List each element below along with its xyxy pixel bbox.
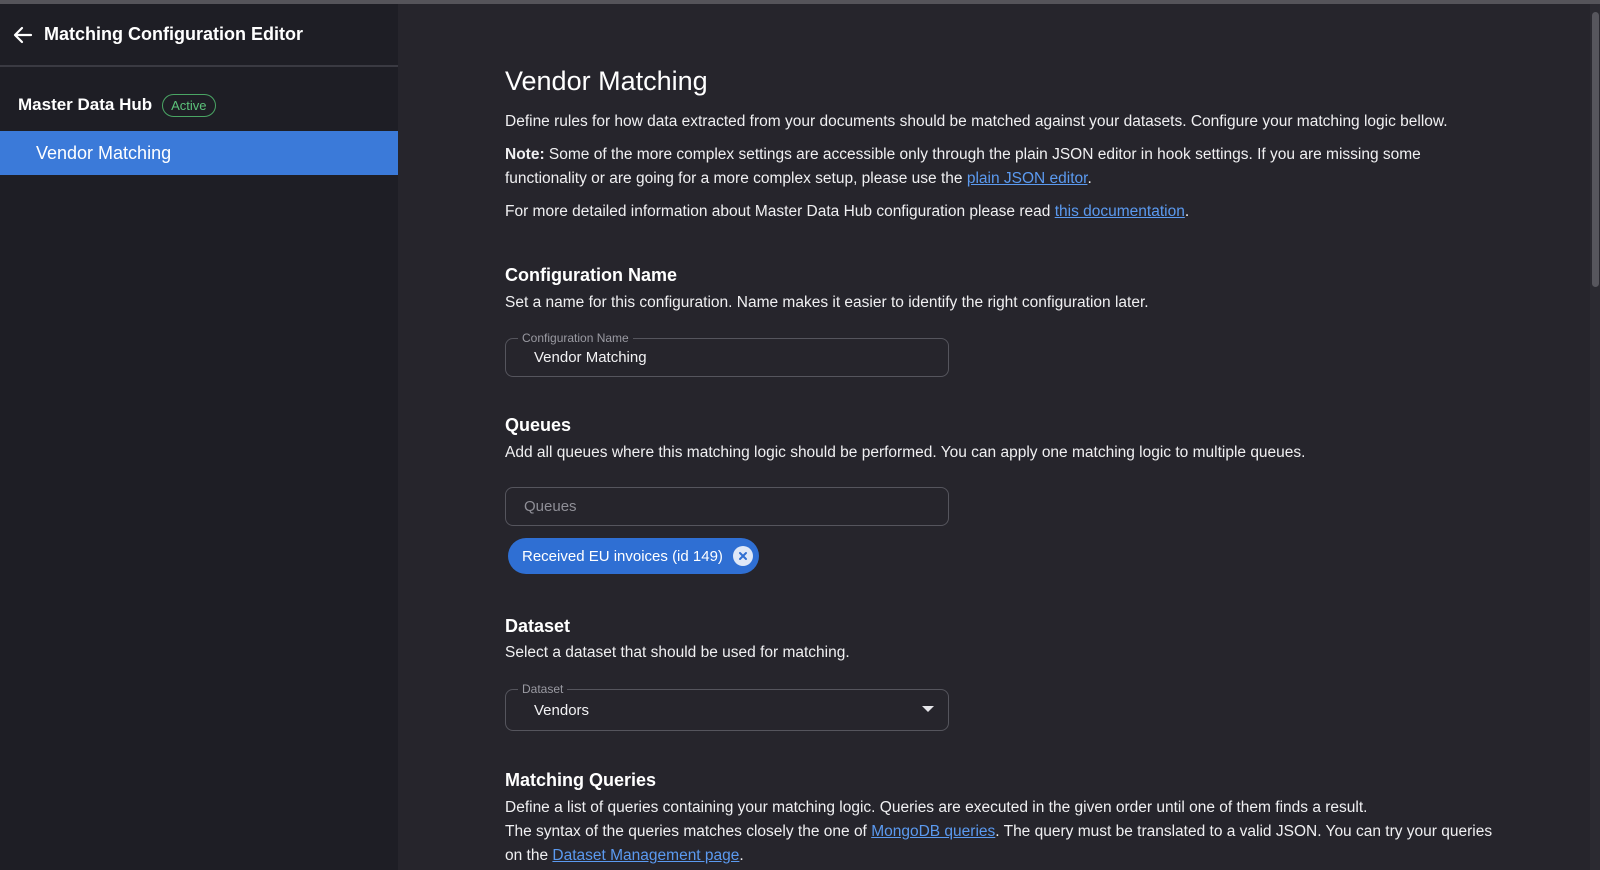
hub-name: Master Data Hub [18,95,153,114]
status-badge: Active [162,94,215,117]
note-text: Some of the more complex settings are accessible only through the plain JSON editor in hook settings. If you are missing some functionality or are going for a more complex setup, please use the [505,146,1421,187]
editor-title: Matching Configuration Editor [44,24,303,44]
queues-description: Add all queues where this matching logic should be performed. You can apply one matching logic to multiple queues. [505,444,1306,461]
mq-suffix: . The query must be translated to a valid JSON. You can try your queries on the [505,823,1493,864]
hub-row [0,90,398,120]
dataset-description: Select a dataset that should be used for matching. [505,644,850,661]
documentation-link[interactable]: this documentation [1054,203,1185,220]
queues-input[interactable] [506,488,948,525]
configuration-name-value[interactable]: Vendor Matching [534,349,647,366]
configuration-name-heading: Configuration Name [505,265,678,285]
scrollbar-thumb[interactable] [1592,12,1599,287]
docs-suffix: . [1184,203,1190,220]
queue-chip[interactable] [508,538,759,574]
note-label: Note: [505,146,545,163]
queues-heading: Queues [505,415,572,435]
matching-queries-line2 [505,820,1495,868]
dataset-value: Vendors [534,702,590,719]
note-paragraph [505,143,1495,191]
queues-field[interactable] [505,487,949,526]
docs-text: For more detailed information about Master Data Hub configuration please read [505,203,1051,220]
intro-text: Define rules for how data extracted from your documents should be matched against your datasets. Configure your matching logic bellow. [505,113,1448,130]
dataset-management-link[interactable]: Dataset Management page [552,847,740,864]
plain-json-editor-link[interactable]: plain JSON editor [966,170,1088,187]
dataset-heading: Dataset [505,616,571,636]
mongodb-queries-link[interactable]: MongoDB queries [871,823,996,840]
sidebar-header [0,4,398,67]
matching-queries-heading: Matching Queries [505,770,657,790]
configuration-name-label: Configuration Name [518,330,633,346]
mq-end: . [739,847,744,864]
close-circle-icon[interactable] [733,546,753,566]
queue-chip-label: Received EU invoices (id 149) [522,547,723,565]
caret-down-icon[interactable] [922,706,934,712]
note-suffix: . [1087,170,1092,187]
scrollbar[interactable] [1590,4,1600,870]
configuration-name-description: Set a name for this configuration. Name makes it easier to identify the right configuration later. [505,294,1149,311]
mq-text: The syntax of the queries matches closely the one of [505,823,867,840]
page-title: Vendor Matching [505,66,708,96]
sidebar [0,4,398,870]
matching-queries-line1: Define a list of queries containing your matching logic. Queries are executed in the given order until one of them finds a result. [505,799,1368,816]
dataset-label: Dataset [518,681,567,697]
arrow-left-icon[interactable] [12,24,34,46]
configuration-name-field[interactable] [505,331,949,377]
dataset-select[interactable] [505,682,949,731]
sidebar-item-vendor-matching[interactable]: Vendor Matching [0,131,398,175]
docs-paragraph [505,200,1495,224]
